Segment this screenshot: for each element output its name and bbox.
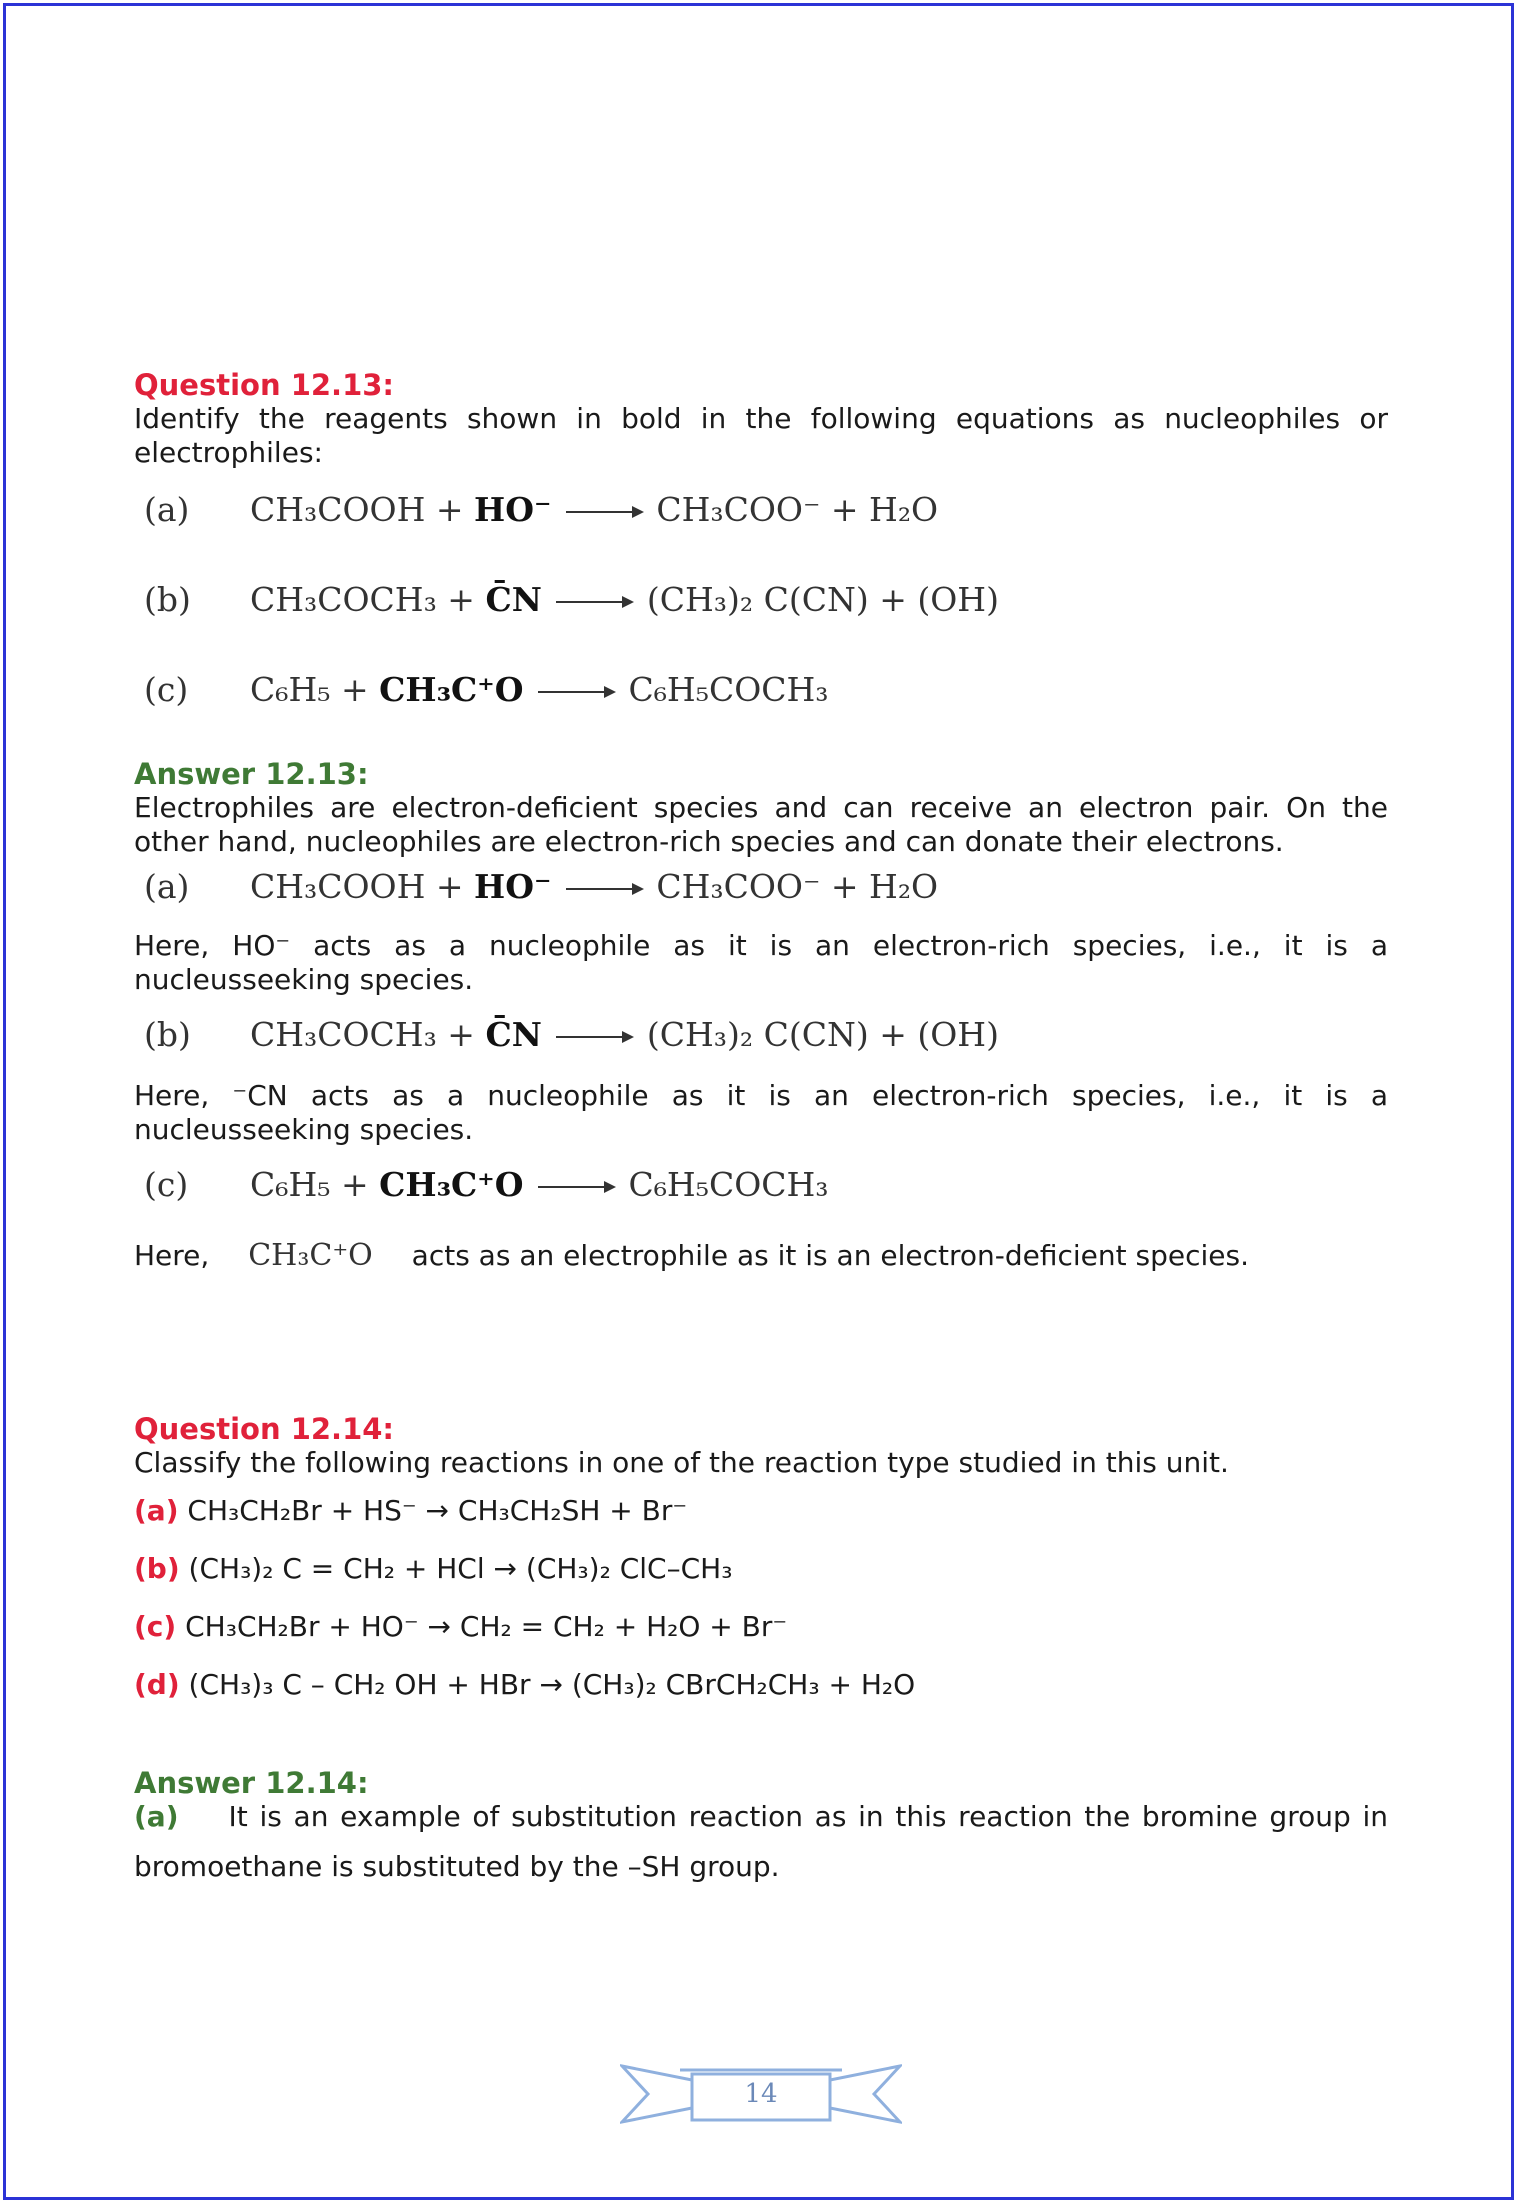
reaction-option-b: [134, 1552, 1388, 1586]
equation-reagent: C̄N: [485, 580, 542, 619]
equation-rhs: CH₃COO⁻ + H₂O: [656, 867, 939, 906]
question-12-13: [134, 368, 1388, 740]
equation-lhs: C₆H₅ +: [250, 670, 380, 709]
reaction-option-d: [134, 1668, 1388, 1702]
arrow-icon: [556, 1036, 632, 1038]
answer-body: It is an example of substitution reaction as in this reaction the bromine group in bromoethane is substituted by the –SH group.: [134, 1800, 1388, 1883]
equation-label: (c): [144, 1165, 189, 1204]
equation-rhs: C₆H₅COCH₃: [628, 1165, 829, 1204]
explanation-prefix: Here,: [134, 1239, 210, 1272]
equation-lhs: C₆H₅ +: [250, 1165, 380, 1204]
answer-heading: Answer 12.14:: [134, 1766, 369, 1800]
answer-equation-b: [134, 997, 1388, 1079]
answer-12-14: [134, 1766, 1388, 1892]
equation-lhs: CH₃COOH +: [250, 867, 475, 906]
option-tag: (b): [134, 1552, 180, 1585]
answer-intro: Electrophiles are electron-deficient species and can receive an electron pair. On the other hand, nucleophiles are electron-rich species and can donate their electrons.: [134, 791, 1388, 858]
equation-label: (b): [144, 1015, 191, 1054]
explanation-suffix: acts as an electrophile as it is an electron-deficient species.: [411, 1239, 1249, 1272]
option-text: (CH₃)₃ C – CH₂ OH + HBr → (CH₃)₂ CBrCH₂CH₃ + H₂O: [188, 1668, 916, 1701]
option-tag: (c): [134, 1610, 177, 1643]
equation-lhs: CH₃COCH₃ +: [250, 580, 486, 619]
option-text: CH₃CH₂Br + HO⁻ → CH₂ = CH₂ + H₂O + Br⁻: [185, 1610, 788, 1643]
answer-equation-a: [134, 859, 1388, 929]
equation-b: [134, 560, 1388, 650]
equation-lhs: CH₃COOH +: [250, 490, 475, 529]
question-text: Classify the following reactions in one of the reaction type studied in this unit.: [134, 1446, 1229, 1479]
equation-reagent: CH₃C⁺O: [379, 670, 524, 709]
answer-heading: Answer 12.13:: [134, 757, 369, 791]
arrow-icon: [538, 691, 614, 693]
arrow-icon: [566, 511, 642, 513]
electrophile-species: CH₃C⁺O: [248, 1238, 373, 1273]
equation-rhs: C₆H₅COCH₃: [628, 670, 829, 709]
equation-a: [134, 470, 1388, 560]
equation-lhs: CH₃COCH₃ +: [250, 1015, 486, 1054]
answer-text: [134, 1792, 1388, 1892]
option-text: (CH₃)₂ C = CH₂ + HCl → (CH₃)₂ ClC–CH₃: [188, 1552, 733, 1585]
answer-explanation-c: [134, 1239, 1388, 1273]
equation-label: (c): [144, 670, 189, 709]
reaction-option-a: [134, 1494, 1388, 1528]
arrow-icon: [538, 1186, 614, 1188]
equation-label: (a): [144, 490, 190, 529]
page-number: 14: [744, 2079, 778, 2109]
answer-explanation-a: Here, HO⁻ acts as a nucleophile as it is an electron-rich species, i.e., it is a nucleusseeking species.: [134, 929, 1388, 996]
equation-reagent: C̄N: [485, 1015, 542, 1054]
equation-reagent: HO⁻: [474, 490, 552, 529]
reaction-option-c: [134, 1610, 1388, 1644]
arrow-icon: [566, 888, 642, 890]
equation-rhs: (CH₃)₂ C(CN) + (OH): [646, 1015, 999, 1054]
option-tag: (d): [134, 1668, 180, 1701]
equation-c: [134, 650, 1388, 740]
answer-12-13: [134, 757, 1388, 1273]
equation-label: (b): [144, 580, 191, 619]
equation-rhs: (CH₃)₂ C(CN) + (OH): [646, 580, 999, 619]
question-text: Identify the reagents shown in bold in the following equations as nucleophiles or electrophiles:: [134, 402, 1388, 469]
page-number-ribbon: [620, 2062, 902, 2126]
question-heading: Question 12.14:: [134, 1412, 395, 1446]
option-text: CH₃CH₂Br + HS⁻ → CH₃CH₂SH + Br⁻: [187, 1494, 688, 1527]
equation-rhs: CH₃COO⁻ + H₂O: [656, 490, 939, 529]
option-tag: (a): [134, 1494, 179, 1527]
equation-reagent: HO⁻: [474, 867, 552, 906]
answer-tag: (a): [134, 1800, 179, 1833]
answer-explanation-b: Here, ⁻CN acts as a nucleophile as it is an electron-rich species, i.e., it is a nucleusseeking species.: [134, 1079, 1388, 1146]
arrow-icon: [556, 601, 632, 603]
answer-equation-c: [134, 1147, 1388, 1229]
question-heading: Question 12.13:: [134, 368, 395, 402]
equation-label: (a): [144, 867, 190, 906]
equation-reagent: CH₃C⁺O: [379, 1165, 524, 1204]
question-12-14: [134, 1412, 1388, 1702]
